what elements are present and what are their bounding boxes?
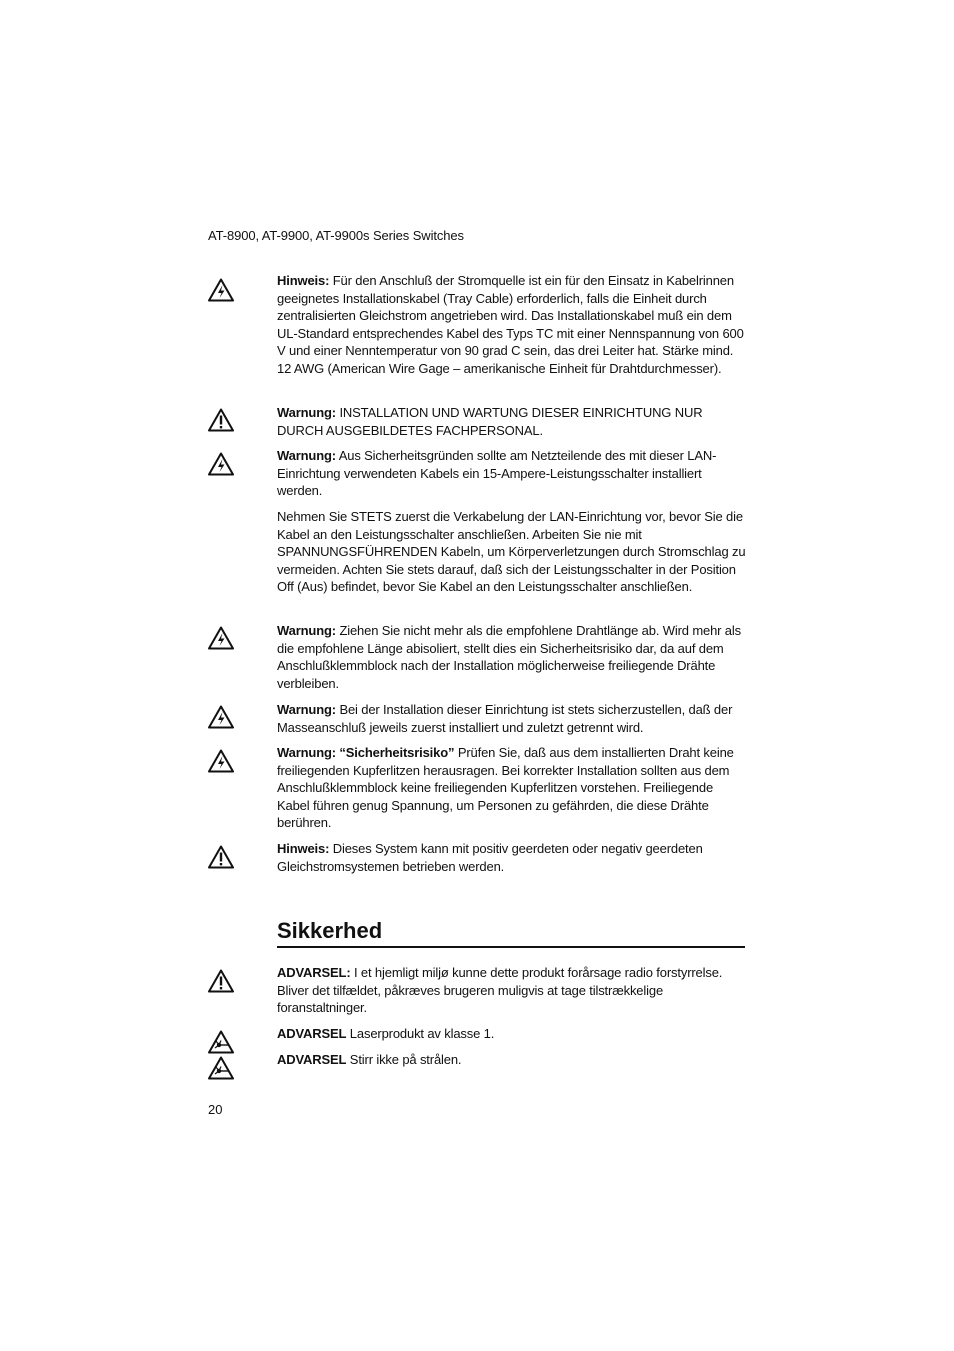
page-number: 20 (208, 1102, 223, 1117)
notice-label: Hinweis: (277, 273, 330, 288)
warning-label: ADVARSEL (277, 1052, 347, 1067)
warning-block (277, 622, 747, 692)
laser-warning-block (277, 1025, 747, 1043)
warning-icon (208, 408, 234, 432)
paragraph-text: Nehmen Sie STETS zuerst die Verkabelung der LAN-Einrichtung vor, bevor Sie die Kabel an den Leistungsschalter anschließen. Arbeiten Sie nie mit SPANNUNGSFÜHRENDEN Kabeln, um Körperverletzungen durch Stromschlag zu vermeiden. Achten Sie stets darauf, daß sich der Leistungsschalter in der Position Off (Aus) befindet, bevor Sie Kabel an den Leistungsschalter anschließen. (277, 509, 746, 595)
laser-warning-icon (208, 1030, 234, 1054)
section-title: Sikkerhed (277, 917, 745, 948)
warning-block (277, 701, 747, 736)
warning-text: Prüfen Sie, daß aus dem installierten Draht keine freiliegenden Kupferlitzen herausragen. Bei korrekter Installation sollten aus dem Anschlußklemmblock keine freiliegenden Kupferlitzen vorstehen. Freiliegende Kabel führen genug Spannung, um Personen zu gefährden, die diese Drähte berühren. (277, 745, 734, 831)
warning-label: ADVARSEL (277, 1026, 347, 1041)
warning-label: ADVARSEL: (277, 965, 351, 980)
warning-text: Bei der Installation dieser Einrichtung ist stets sicherzustellen, daß der Masseanschluß jeweils zuerst installiert und zuletzt getrennt wird. (277, 702, 733, 735)
warning-block (277, 447, 747, 500)
warning-text: Stirr ikke på strålen. (346, 1052, 462, 1067)
electrical-hazard-icon (208, 626, 234, 650)
warning-icon (208, 845, 234, 869)
warning-text: Aus Sicherheitsgründen sollte am Netzteilende des mit dieser LAN-Einrichtung verwendeten Kabels ein 15-Ampere-Leistungsschalter installiert werden. (277, 448, 717, 499)
notice-block (277, 272, 747, 378)
warning-text: Laserprodukt av klasse 1. (346, 1026, 495, 1041)
electrical-hazard-icon (208, 278, 234, 302)
warning-text: I et hjemligt miljø kunne dette produkt forårsage radio forstyrrelse. Bliver det tilfældet, påkræves brugeren muligvis at tage tilstrækkelige foranstaltninger. (277, 965, 723, 1016)
warning-block (277, 404, 747, 439)
electrical-hazard-icon (208, 749, 234, 773)
warning-text: INSTALLATION UND WARTUNG DIESER EINRICHTUNG NUR DURCH AUSGEBILDETES FACHPERSONAL. (277, 405, 703, 438)
electrical-hazard-icon (208, 705, 234, 729)
warning-block (277, 744, 747, 832)
warning-label: Warnung: “Sicherheitsrisiko” (277, 745, 455, 760)
warning-label: Warnung: (277, 702, 336, 717)
laser-warning-icon (208, 1056, 234, 1080)
notice-text: Dieses System kann mit positiv geerdeten oder negativ geerdeten Gleichstromsystemen betrieben werden. (277, 841, 703, 874)
warning-icon (208, 969, 234, 993)
paragraph (277, 508, 747, 596)
electrical-hazard-icon (208, 452, 234, 476)
warning-label: Warnung: (277, 405, 336, 420)
notice-text: Für den Anschluß der Stromquelle ist ein für den Einsatz in Kabelrinnen geeignetes Installationskabel (Tray Cable) erforderlich, falls die Einheit durch zentralisierten Gleichstrom angetrieben wird. Das Installationskabel muß ein dem UL-Standard entsprechendes Kabel des Typs TC mit einer Nennspannung von 600 V und einer Nenntemperatur von 90 grad C sein, das drei Leiter hat. Stärke mind. 12 AWG (American Wire Gage – amerikanische Einheit für Drahtdurchmesser). (277, 273, 744, 376)
notice-label: Hinweis: (277, 841, 330, 856)
warning-text: Ziehen Sie nicht mehr als die empfohlene Drahtlänge ab. Wird mehr als die empfohlene Länge abisoliert, stellt dies ein Sicherheitsrisiko dar, da auf dem Anschlußklemmblock nach der Installation möglicherweise freiliegende Drähte verbleiben. (277, 623, 741, 691)
warning-label: Warnung: (277, 623, 336, 638)
notice-block (277, 840, 747, 875)
laser-warning-block (277, 1051, 747, 1069)
warning-label: Warnung: (277, 448, 336, 463)
running-header: AT-8900, AT-9900, AT-9900s Series Switches (208, 228, 464, 243)
warning-block (277, 964, 747, 1017)
